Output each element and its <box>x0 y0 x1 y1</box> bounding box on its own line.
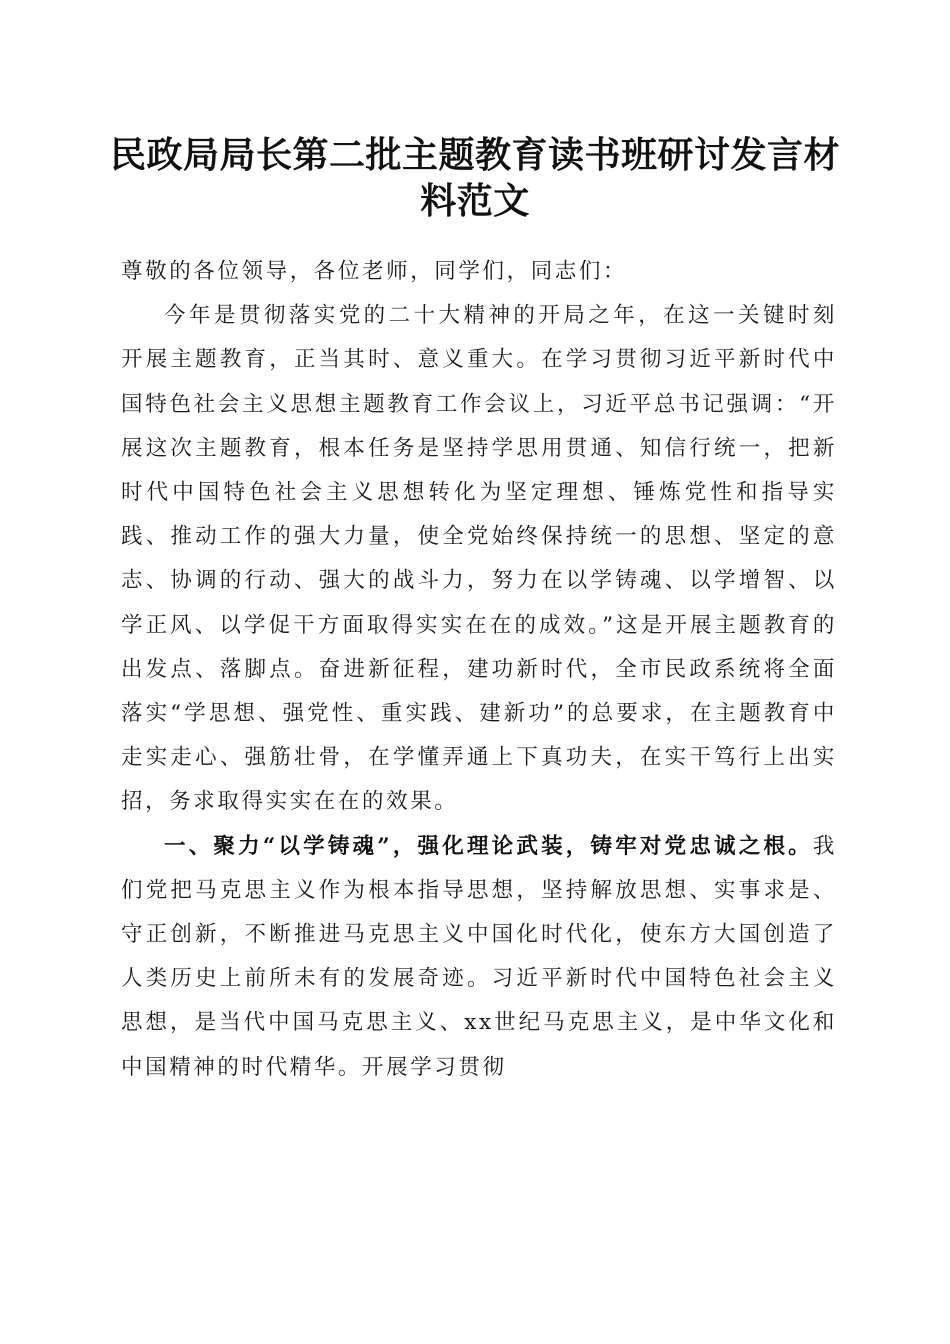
paragraph-intro: 今年是贯彻落实党的二十大精神的开局之年，在这一关键时刻开展主题教育，正当其时、意义重大。在学习贯彻习近平新时代中国特色社会主义思想主题教育工作会议上，习近平总书记强调：“开展这次主题教育，根本任务是坚持学思用贯通、知信行统一，把新时代中国特色社会主义思想转化为坚定理想、锤炼党性和指导实践、推动工作的强大力量，使全党始终保持统一的思想、坚定的意志、协调的行动、强大的战斗力，努力在以学铸魂、以学增智、以学正风、以学促干方面取得实实在在的成效。”这是开展主题教育的出发点、落脚点。奋进新征程，建功新时代，全市民政系统将全面落实“学思想、强党性、重实践、建新功”的总要求，在主题教育中走实走心、强筋壮骨，在学懂弄通上下真功夫，在实干笃行上出实招，务求取得实实在在的效果。 <box>121 303 837 815</box>
section-1-text: 我们党把马克思主义作为根本指导思想，坚持解放思想、实事求是、守正创新，不断推进马克思主义中国化时代化，使东方大国创造了人类历史上前所未有的发展奇迹。习近平新时代中国特色社会主义思想，是当代中国马克思主义、xx世纪马克思主义，是中华文化和中国精神的时代精华。开展学习贯彻 <box>121 833 837 1080</box>
document-body <box>121 250 837 1090</box>
salutation: 尊敬的各位领导，各位老师，同学们，同志们： <box>121 259 628 284</box>
paragraph-section-1 <box>121 825 837 1090</box>
title-line-2: 料范文 <box>420 180 530 222</box>
section-1-heading: 一、聚力“以学铸魂”，强化理论武装，铸牢对党忠诚之根。 <box>164 833 813 859</box>
title-line-1: 民政局局长第二批主题教育读书班研讨发言材 <box>110 134 841 176</box>
document-title <box>110 132 840 224</box>
